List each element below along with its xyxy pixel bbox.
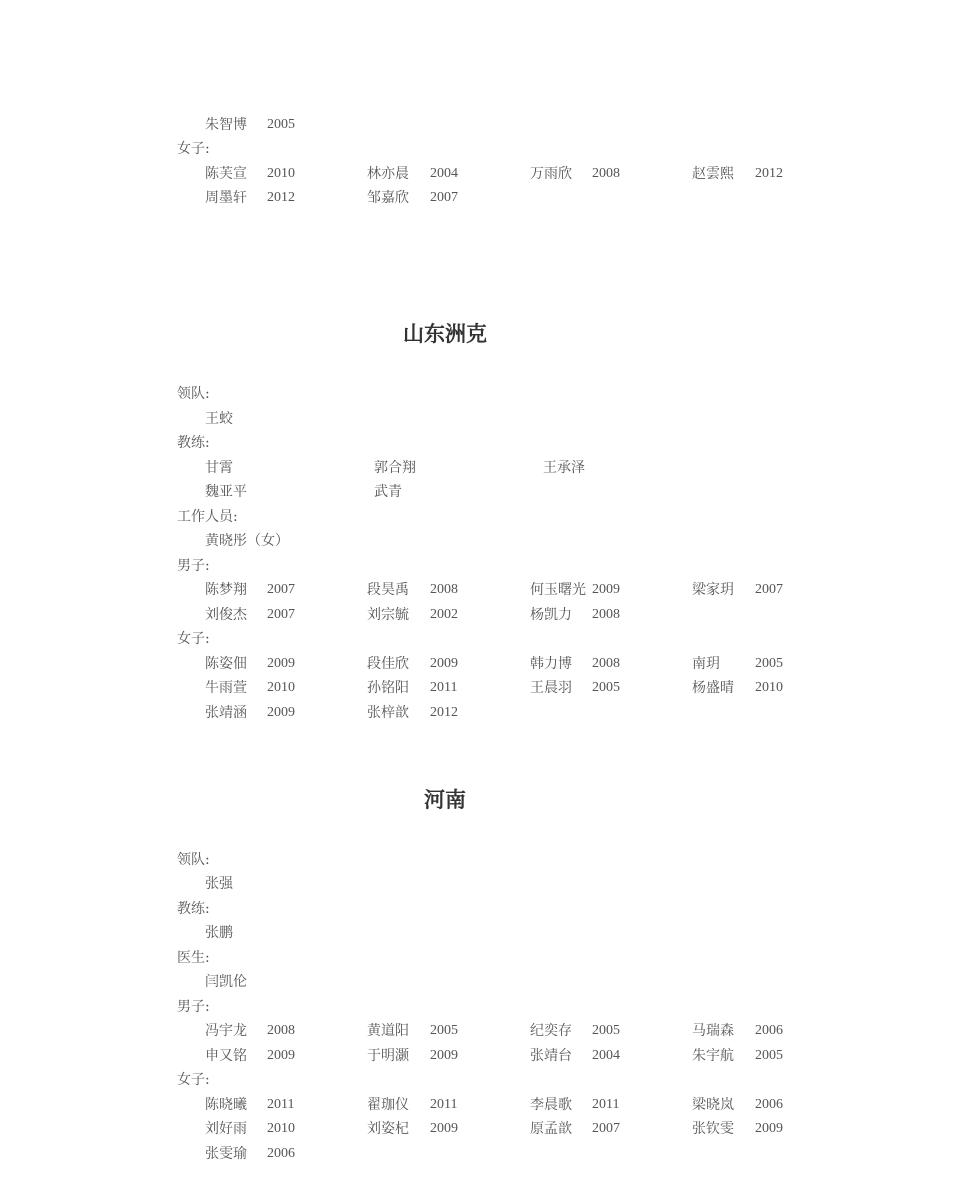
player-year: 2009 bbox=[430, 1121, 458, 1136]
roster-row bbox=[0, 1093, 960, 1117]
player-name: 马瑞森 bbox=[692, 1023, 734, 1039]
female-label: 女子: bbox=[177, 141, 210, 157]
player-year: 2008 bbox=[592, 607, 620, 622]
player-name: 于明灏 bbox=[367, 1048, 409, 1064]
player-name: 南玥 bbox=[692, 656, 720, 672]
player-name: 何玉曙光 bbox=[530, 582, 586, 598]
player-name: 牛雨萱 bbox=[205, 680, 247, 696]
player-name: 张梓歆 bbox=[367, 705, 409, 721]
roster-row bbox=[0, 113, 960, 137]
leader-row bbox=[0, 407, 960, 431]
player-name: 孙铭阳 bbox=[367, 680, 409, 696]
leader-label: 领队: bbox=[177, 852, 210, 868]
team-title-shandong: 山东洲克 bbox=[403, 322, 487, 346]
male-label-row bbox=[0, 554, 960, 578]
player-name: 刘姿杞 bbox=[367, 1121, 409, 1137]
player-name: 朱智博 bbox=[205, 117, 247, 133]
player-name: 张钦雯 bbox=[692, 1121, 734, 1137]
player-name: 陈姿佃 bbox=[205, 656, 247, 672]
leader-label-row bbox=[0, 848, 960, 872]
player-name: 李晨歌 bbox=[530, 1097, 572, 1113]
player-name: 黄道阳 bbox=[367, 1023, 409, 1039]
player-year: 2012 bbox=[267, 190, 295, 205]
roster-row bbox=[0, 1117, 960, 1141]
female-label: 女子: bbox=[177, 1072, 210, 1088]
player-year: 2012 bbox=[430, 705, 458, 720]
staff-label-row bbox=[0, 505, 960, 529]
player-name: 邹嘉欣 bbox=[367, 190, 409, 206]
male-label: 男子: bbox=[177, 999, 210, 1015]
doctor-label-row bbox=[0, 946, 960, 970]
player-year: 2005 bbox=[592, 1023, 620, 1038]
player-name: 段昊禹 bbox=[367, 582, 409, 598]
player-name: 张雯瑜 bbox=[205, 1146, 247, 1162]
player-name: 韩力博 bbox=[530, 656, 572, 672]
player-name: 纪奕存 bbox=[530, 1023, 572, 1039]
doctor-row bbox=[0, 970, 960, 994]
player-year: 2007 bbox=[267, 582, 295, 597]
player-year: 2009 bbox=[430, 656, 458, 671]
staff-row bbox=[0, 529, 960, 553]
player-name: 段佳欣 bbox=[367, 656, 409, 672]
roster-row bbox=[0, 186, 960, 210]
player-year: 2010 bbox=[267, 680, 295, 695]
player-name: 梁晓岚 bbox=[692, 1097, 734, 1113]
player-name: 杨盛晴 bbox=[692, 680, 734, 696]
player-year: 2011 bbox=[430, 680, 458, 695]
player-name: 王晨羽 bbox=[530, 680, 572, 696]
coach-label: 教练: bbox=[177, 901, 210, 917]
roster-row bbox=[0, 676, 960, 700]
player-name: 赵雲熙 bbox=[692, 166, 734, 182]
male-label-row bbox=[0, 995, 960, 1019]
player-name: 林亦晨 bbox=[367, 166, 409, 182]
coach-row bbox=[0, 921, 960, 945]
leader-label-row bbox=[0, 382, 960, 406]
player-year: 2009 bbox=[755, 1121, 783, 1136]
player-year: 2011 bbox=[430, 1097, 458, 1112]
female-label: 女子: bbox=[177, 631, 210, 647]
player-year: 2009 bbox=[267, 705, 295, 720]
player-name: 陈梦翔 bbox=[205, 582, 247, 598]
player-name: 陈芙宣 bbox=[205, 166, 247, 182]
player-year: 2005 bbox=[755, 656, 783, 671]
roster-row bbox=[0, 578, 960, 602]
player-year: 2002 bbox=[430, 607, 458, 622]
player-name: 杨凯力 bbox=[530, 607, 572, 623]
roster-row bbox=[0, 1019, 960, 1043]
player-year: 2008 bbox=[592, 166, 620, 181]
player-year: 2004 bbox=[592, 1048, 620, 1063]
coach-name: 武青 bbox=[374, 484, 402, 500]
team-title-henan: 河南 bbox=[424, 788, 466, 812]
player-year: 2007 bbox=[267, 607, 295, 622]
staff-label: 工作人员: bbox=[177, 509, 238, 525]
player-year: 2004 bbox=[430, 166, 458, 181]
roster-row bbox=[0, 1044, 960, 1068]
player-name: 朱宇航 bbox=[692, 1048, 734, 1064]
coach-name: 张鹏 bbox=[205, 925, 233, 941]
player-year: 2005 bbox=[267, 117, 295, 132]
player-name: 申又铭 bbox=[205, 1048, 247, 1064]
roster-row bbox=[0, 603, 960, 627]
leader-name: 张强 bbox=[205, 876, 233, 892]
player-year: 2005 bbox=[430, 1023, 458, 1038]
player-name: 刘好雨 bbox=[205, 1121, 247, 1137]
male-label: 男子: bbox=[177, 558, 210, 574]
coach-row bbox=[0, 480, 960, 504]
coach-label-row bbox=[0, 897, 960, 921]
player-year: 2009 bbox=[267, 1048, 295, 1063]
player-year: 2009 bbox=[592, 582, 620, 597]
coach-name: 郭合翔 bbox=[374, 460, 416, 476]
coach-label: 教练: bbox=[177, 435, 210, 451]
player-name: 冯宇龙 bbox=[205, 1023, 247, 1039]
female-label-row bbox=[0, 137, 960, 161]
player-name: 梁家玥 bbox=[692, 582, 734, 598]
leader-name: 王蛟 bbox=[205, 411, 233, 427]
player-name: 原孟歆 bbox=[530, 1121, 572, 1137]
female-label-row bbox=[0, 627, 960, 651]
staff-name: 黄晓彤（女） bbox=[205, 533, 289, 549]
roster-row bbox=[0, 162, 960, 186]
player-year: 2006 bbox=[755, 1023, 783, 1038]
player-year: 2010 bbox=[267, 166, 295, 181]
player-year: 2010 bbox=[755, 680, 783, 695]
coach-label-row bbox=[0, 431, 960, 455]
coach-name: 甘霄 bbox=[205, 460, 233, 476]
player-name: 周墨轩 bbox=[205, 190, 247, 206]
coach-name: 魏亚平 bbox=[205, 484, 247, 500]
player-name: 万雨欣 bbox=[530, 166, 572, 182]
roster-row bbox=[0, 1142, 960, 1166]
player-year: 2011 bbox=[592, 1097, 620, 1112]
player-name: 张靖台 bbox=[530, 1048, 572, 1064]
player-name: 刘俊杰 bbox=[205, 607, 247, 623]
female-label-row bbox=[0, 1068, 960, 1092]
player-name: 刘宗毓 bbox=[367, 607, 409, 623]
player-name: 张靖涵 bbox=[205, 705, 247, 721]
roster-row bbox=[0, 701, 960, 725]
leader-row bbox=[0, 872, 960, 896]
player-year: 2007 bbox=[755, 582, 783, 597]
player-year: 2005 bbox=[755, 1048, 783, 1063]
player-name: 陈晓曦 bbox=[205, 1097, 247, 1113]
coach-name: 王承泽 bbox=[543, 460, 585, 476]
player-year: 2008 bbox=[267, 1023, 295, 1038]
player-year: 2012 bbox=[755, 166, 783, 181]
player-year: 2010 bbox=[267, 1121, 295, 1136]
player-year: 2007 bbox=[430, 190, 458, 205]
coach-row bbox=[0, 456, 960, 480]
doctor-label: 医生: bbox=[177, 950, 210, 966]
player-year: 2008 bbox=[592, 656, 620, 671]
roster-row bbox=[0, 652, 960, 676]
player-year: 2006 bbox=[755, 1097, 783, 1112]
player-year: 2011 bbox=[267, 1097, 295, 1112]
player-year: 2009 bbox=[267, 656, 295, 671]
player-year: 2006 bbox=[267, 1146, 295, 1161]
player-year: 2005 bbox=[592, 680, 620, 695]
player-name: 翟珈仪 bbox=[367, 1097, 409, 1113]
player-year: 2008 bbox=[430, 582, 458, 597]
doctor-name: 闫凯伦 bbox=[205, 974, 247, 990]
leader-label: 领队: bbox=[177, 386, 210, 402]
player-year: 2009 bbox=[430, 1048, 458, 1063]
player-year: 2007 bbox=[592, 1121, 620, 1136]
